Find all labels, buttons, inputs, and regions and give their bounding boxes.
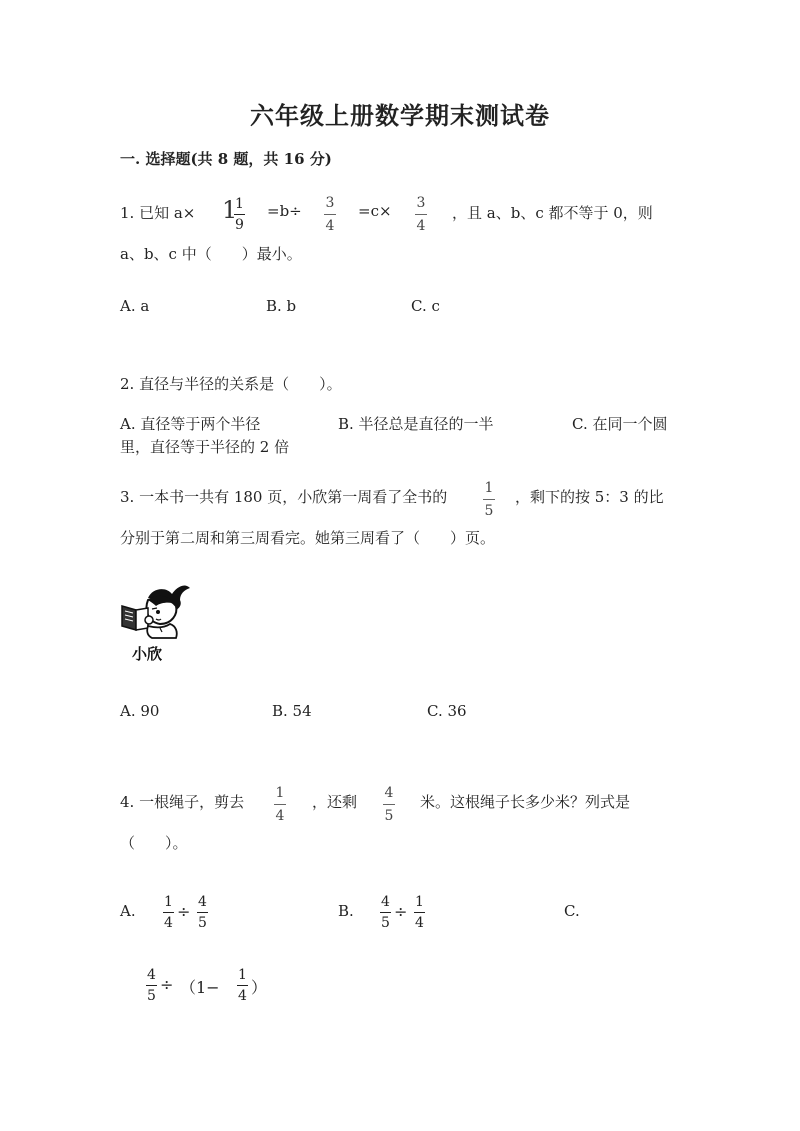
q4-c-paren-open: （1− bbox=[180, 978, 220, 997]
q4-option-c-label[interactable]: C. bbox=[564, 902, 580, 920]
girl-caption: 小欣 bbox=[132, 645, 163, 662]
q3-option-a[interactable]: A. 90 bbox=[120, 702, 160, 720]
q1-mixed-den: 9 bbox=[235, 217, 244, 233]
q2-option-c-cont[interactable]: 里，直径等于半径的 2 倍 bbox=[120, 438, 290, 456]
q1-frac1-den: 4 bbox=[325, 218, 335, 234]
q1-line2: a、b、c 中（ ）最小。 bbox=[120, 245, 302, 263]
q2-option-b[interactable]: B. 半径总是直径的一半 bbox=[338, 415, 494, 433]
q3-line2: 分别于第二周和第三周看完。她第三周看了（ ）页。 bbox=[120, 529, 496, 547]
q1-mixed-fraction bbox=[234, 197, 245, 232]
q4-option-a-label[interactable]: A. bbox=[120, 902, 136, 920]
q2-text: 2. 直径与半径的关系是（ ）。 bbox=[120, 375, 342, 393]
girl-reading-illustration bbox=[118, 580, 196, 662]
q3-fraction bbox=[483, 481, 495, 518]
q1-suffix: ，且 a、b、c 都不等于 0，则 bbox=[452, 204, 653, 222]
q1-eq-c: =c× bbox=[358, 202, 392, 220]
q4-c-d2: 4 bbox=[238, 988, 247, 1004]
q4-a-n1: 1 bbox=[164, 894, 173, 910]
q4-b-n1: 4 bbox=[381, 894, 390, 910]
q3-frac-den: 5 bbox=[484, 503, 494, 519]
q1-mixed-whole: 1 bbox=[222, 196, 238, 224]
q3-option-c[interactable]: C. 36 bbox=[427, 702, 467, 720]
q4-a-d2: 5 bbox=[198, 915, 207, 931]
q4-frac2-num: 4 bbox=[384, 785, 394, 801]
q4-b-n2: 1 bbox=[415, 894, 424, 910]
q2-option-a[interactable]: A. 直径等于两个半径 bbox=[120, 415, 261, 433]
q4-c-n1: 4 bbox=[147, 967, 156, 983]
q1-option-b[interactable]: B. b bbox=[266, 297, 297, 315]
q4-c-paren-close: ） bbox=[251, 978, 268, 997]
q4-a-frac-2 bbox=[197, 895, 208, 930]
q3-line1-prefix: 3. 一本书一共有 180 页，小欣第一周看了全书的 bbox=[120, 488, 448, 506]
q3-option-b[interactable]: B. 54 bbox=[272, 702, 312, 720]
q4-b-d1: 5 bbox=[381, 915, 390, 931]
section-heading: 一. 选择题(共 8 题，共 16 分) bbox=[120, 150, 332, 168]
q1-frac1-num: 3 bbox=[325, 195, 335, 211]
q4-b-frac-2 bbox=[414, 895, 425, 930]
q4-suffix: 米。这根绳子长多少米？列式是 bbox=[420, 793, 631, 811]
q1-prefix: 1. 已知 a× bbox=[120, 204, 196, 222]
q4-fraction-2 bbox=[383, 786, 395, 823]
q4-b-d2: 4 bbox=[415, 915, 424, 931]
q1-option-a[interactable]: A. a bbox=[120, 297, 150, 315]
q4-frac2-den: 5 bbox=[384, 808, 394, 824]
q4-b-frac-1 bbox=[380, 895, 391, 930]
q4-fraction-1 bbox=[274, 786, 286, 823]
q4-prefix: 4. 一根绳子，剪去 bbox=[120, 793, 245, 811]
q4-a-div: ÷ bbox=[177, 902, 191, 921]
q4-frac1-num: 1 bbox=[275, 785, 285, 801]
q1-option-c[interactable]: C. c bbox=[411, 297, 440, 315]
q4-a-n2: 4 bbox=[198, 894, 207, 910]
q4-middle: ，还剩 bbox=[312, 793, 358, 811]
q1-fraction-1 bbox=[324, 196, 336, 233]
q4-frac1-den: 4 bbox=[275, 808, 285, 824]
q2-option-c[interactable]: C. 在同一个圆 bbox=[572, 415, 668, 433]
q4-c-div: ÷ bbox=[160, 975, 174, 994]
q3-line1-suffix: ，剩下的按 5：3 的比 bbox=[515, 488, 664, 506]
q1-frac2-num: 3 bbox=[416, 195, 426, 211]
q4-option-b-label[interactable]: B. bbox=[338, 902, 354, 920]
q4-a-d1: 4 bbox=[164, 915, 173, 931]
q4-b-div: ÷ bbox=[394, 902, 408, 921]
q1-mixed-num: 1 bbox=[235, 196, 244, 212]
q4-c-d1: 5 bbox=[147, 988, 156, 1004]
q1-eq-b: =b÷ bbox=[267, 202, 302, 220]
page-title: 六年级上册数学期末测试卷 bbox=[250, 101, 550, 130]
q4-c-n2: 1 bbox=[238, 967, 247, 983]
q1-frac2-den: 4 bbox=[416, 218, 426, 234]
q4-c-frac-1 bbox=[146, 968, 157, 1003]
q4-a-frac-1 bbox=[163, 895, 174, 930]
q1-fraction-2 bbox=[415, 196, 427, 233]
q4-c-frac-2 bbox=[237, 968, 248, 1003]
q4-line2: （ ）。 bbox=[120, 834, 188, 852]
q3-frac-num: 1 bbox=[484, 480, 494, 496]
